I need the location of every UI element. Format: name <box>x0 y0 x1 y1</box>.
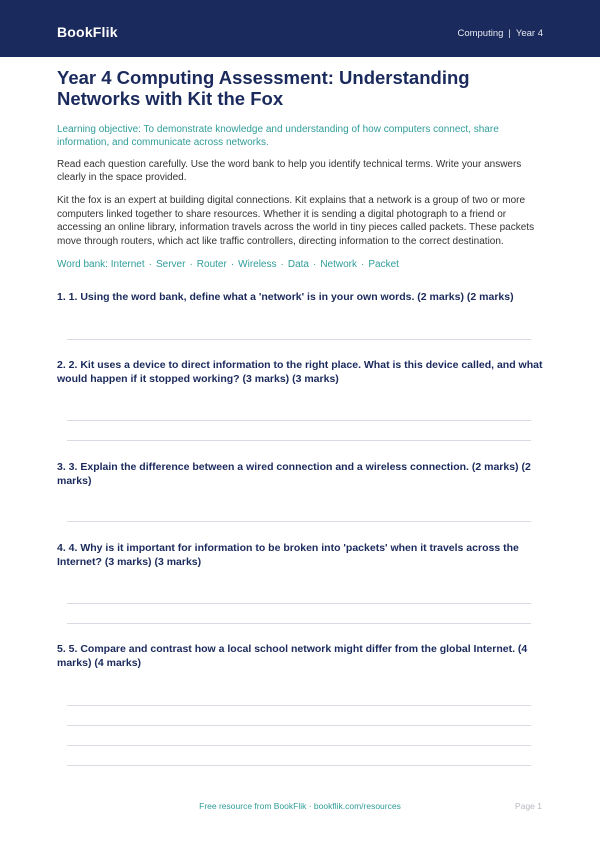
answer-line[interactable] <box>67 339 531 340</box>
instructions-paragraph: Read each question carefully. Use the word bank to help you identify technical terms. Write your answers clearly in the space provided. <box>57 159 522 183</box>
question-3: 3. 3. Explain the difference between a wired connection and a wireless connection. (2 marks) (2 marks) <box>57 461 531 487</box>
word-bank-word: Data <box>287 259 309 270</box>
header-meta <box>457 28 543 39</box>
word-bank-label: Word bank: <box>57 259 108 270</box>
word-bank <box>57 259 399 270</box>
header-separator: | <box>508 28 511 39</box>
answer-line[interactable] <box>67 623 531 624</box>
word-bank-word: Router <box>196 259 227 270</box>
word-bank-word: Wireless <box>238 259 277 270</box>
word-bank-word: Network <box>320 259 357 270</box>
learning-objective: Learning objective: To demonstrate knowledge and understanding of how computers connect, share information, and communicate across networks. <box>57 124 499 148</box>
answer-line[interactable] <box>67 765 531 766</box>
answer-line[interactable] <box>67 745 531 746</box>
word-separator: · <box>312 259 317 270</box>
page-header <box>0 0 600 57</box>
subject-label: Computing <box>457 28 504 39</box>
word-separator: · <box>230 259 235 270</box>
footer-link[interactable]: Free resource from BookFlik · bookflik.com/resources <box>199 801 401 811</box>
answer-line[interactable] <box>67 603 531 604</box>
answer-line[interactable] <box>67 420 531 421</box>
page-number: Page 1 <box>515 801 542 811</box>
answer-line[interactable] <box>67 705 531 706</box>
intro-paragraph: Kit the fox is an expert at building digital connections. Kit explains that a network is a group of two or more computers linked together to share resources. Whether it is sending a digital photograph to a friend or accessing an online library, information travels across the world in tiny pieces called packets. These packets move through routers, which act like traffic controllers, directing information to the correct destination. <box>57 195 535 247</box>
question-2: 2. 2. Kit uses a device to direct information to the right place. What is this device called, and what would happen if it stopped working? (3 marks) (3 marks) <box>57 359 543 385</box>
year-label: Year 4 <box>515 28 543 39</box>
word-bank-word: Packet <box>368 259 399 270</box>
page-title: Year 4 Computing Assessment: Understanding Networks with Kit the Fox <box>57 67 470 109</box>
word-separator: · <box>280 259 284 270</box>
answer-line[interactable] <box>67 725 531 726</box>
brand-logo: BookFlik <box>57 24 118 40</box>
word-bank-word: Internet <box>110 259 145 270</box>
word-separator: · <box>361 259 365 270</box>
word-bank-word: Server <box>156 259 186 270</box>
answer-line[interactable] <box>67 440 531 441</box>
question-5: 5. 5. Compare and contrast how a local school network might differ from the global Internet. (4 marks) (4 marks) <box>57 643 528 669</box>
question-1: 1. 1. Using the word bank, define what a 'network' is in your own words. (2 marks) (2 marks) <box>57 291 514 303</box>
word-separator: · <box>189 259 193 270</box>
word-separator: · <box>148 259 152 270</box>
question-4: 4. 4. Why is it important for information to be broken into 'packets' when it travels across the Internet? (3 marks) (3 marks) <box>57 542 519 568</box>
answer-line[interactable] <box>67 521 531 522</box>
